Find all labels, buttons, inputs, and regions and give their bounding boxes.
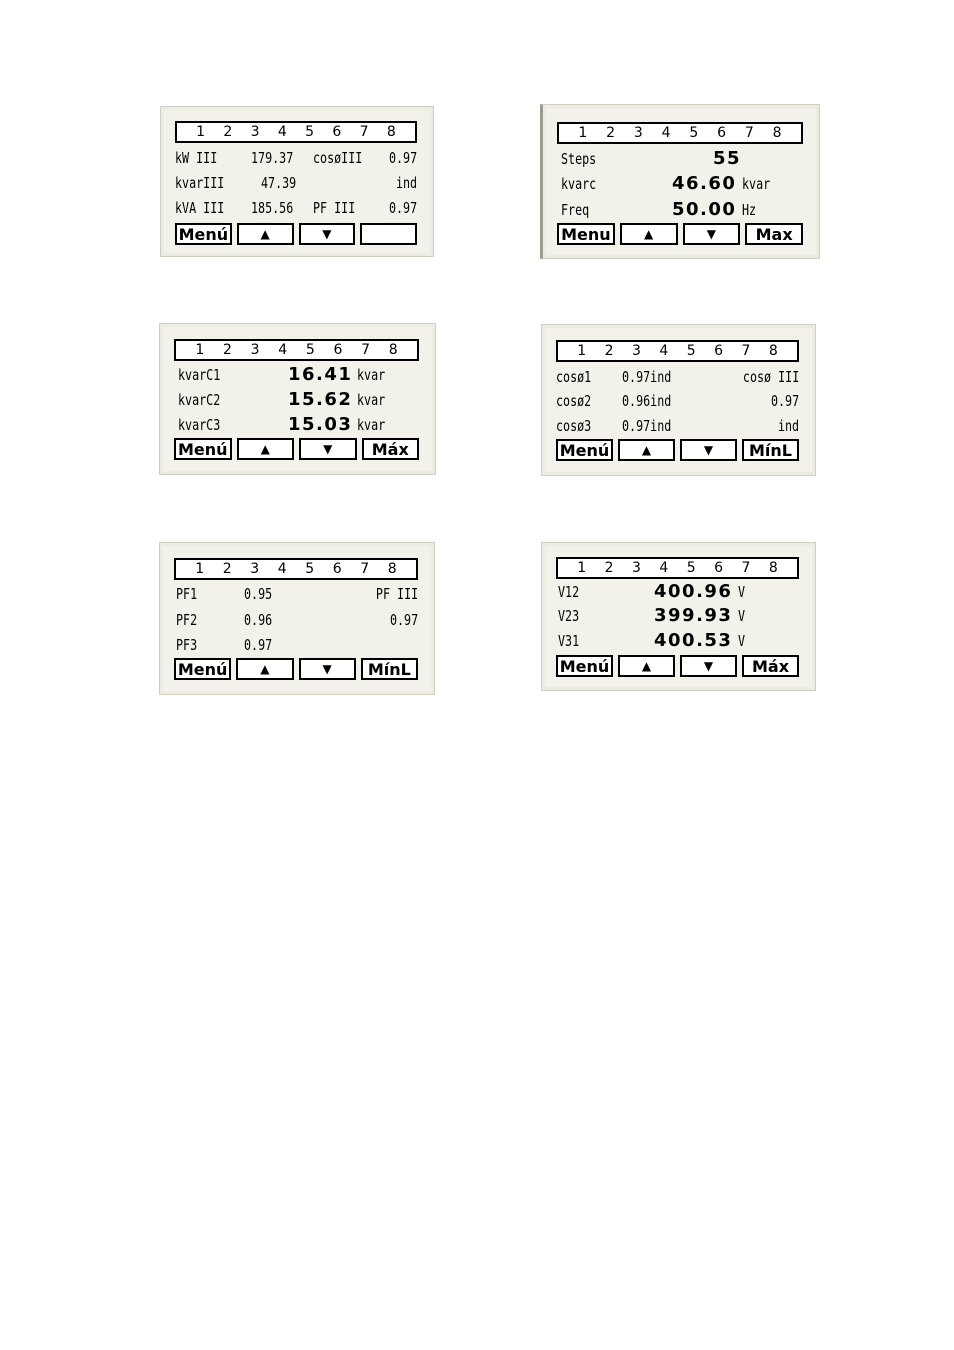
step-1: 1 xyxy=(195,561,205,577)
max-button[interactable]: Máx xyxy=(362,438,420,460)
step-2: 2 xyxy=(604,343,614,359)
step-8: 8 xyxy=(772,125,782,141)
down-button[interactable] xyxy=(683,223,741,245)
reading-row xyxy=(175,147,417,169)
reading-label: kvarC3 xyxy=(178,416,221,434)
reading-value: 0.97ind xyxy=(622,368,672,386)
reading-label: V31 xyxy=(558,632,580,650)
min-l-button[interactable]: MínL xyxy=(742,439,799,461)
reading-row xyxy=(556,581,799,603)
reading-value-secondary: ind xyxy=(777,417,799,435)
step-3: 3 xyxy=(250,342,260,358)
step-4: 4 xyxy=(661,125,671,141)
display-panel-cos-phi xyxy=(541,324,816,476)
reading-label-secondary: cosøIII xyxy=(313,149,363,167)
step-indicator xyxy=(557,122,803,144)
step-6: 6 xyxy=(333,342,343,358)
reading-value: 47.39 xyxy=(261,174,297,192)
reading-row xyxy=(175,197,417,219)
step-8: 8 xyxy=(768,560,778,576)
reading-value-secondary: cosø III xyxy=(742,368,799,386)
display-panel-steps xyxy=(540,104,820,259)
up-arrow-icon: ▲ xyxy=(260,442,270,456)
up-button[interactable] xyxy=(237,438,295,460)
reading-label-secondary: PF III xyxy=(313,199,356,217)
reading-value-secondary: PF III xyxy=(375,585,418,603)
reading-value-secondary: ind xyxy=(395,174,417,192)
reading-label: V12 xyxy=(558,583,580,601)
menu-button[interactable]: Menú xyxy=(174,658,231,680)
step-3: 3 xyxy=(633,125,643,141)
reading-label: cosø3 xyxy=(556,417,592,435)
reading-value: 0.97ind xyxy=(622,417,672,435)
display-panel-power xyxy=(160,106,434,257)
step-2: 2 xyxy=(604,560,614,576)
reading-row xyxy=(175,172,417,194)
step-indicator xyxy=(556,340,799,362)
step-5: 5 xyxy=(689,125,699,141)
step-3: 3 xyxy=(631,560,641,576)
softkey-bar xyxy=(557,223,803,245)
reading-value: 55 xyxy=(713,148,742,169)
step-7: 7 xyxy=(359,124,369,140)
reading-row xyxy=(556,366,799,388)
menu-button[interactable]: Menu xyxy=(557,223,615,245)
reading-label: Freq xyxy=(561,201,590,219)
menu-button[interactable]: Menú xyxy=(175,223,232,245)
step-7: 7 xyxy=(360,561,370,577)
reading-unit: kvar xyxy=(357,391,386,409)
reading-row xyxy=(556,630,799,652)
reading-value: 50.00 xyxy=(672,199,737,220)
reading-label: cosø1 xyxy=(556,368,592,386)
reading-value: 46.60 xyxy=(672,173,737,194)
step-8: 8 xyxy=(768,343,778,359)
reading-unit: kvar xyxy=(357,366,386,384)
step-6: 6 xyxy=(714,560,724,576)
reading-label: PF2 xyxy=(176,611,198,629)
step-1: 1 xyxy=(577,560,587,576)
reading-label: kW III xyxy=(175,149,218,167)
step-indicator xyxy=(174,558,418,580)
reading-value: 399.93 xyxy=(654,605,733,626)
step-1: 1 xyxy=(577,343,587,359)
reading-label: V23 xyxy=(558,607,580,625)
reading-row xyxy=(556,390,799,412)
min-l-button[interactable]: MínL xyxy=(361,658,418,680)
step-6: 6 xyxy=(717,125,727,141)
reading-value: 15.03 xyxy=(288,414,353,435)
down-arrow-icon: ▼ xyxy=(322,662,332,676)
step-4: 4 xyxy=(278,342,288,358)
reading-row xyxy=(557,173,803,195)
step-5: 5 xyxy=(305,342,315,358)
reading-label: kVA III xyxy=(175,199,225,217)
reading-label: PF1 xyxy=(176,585,198,603)
step-7: 7 xyxy=(741,560,751,576)
step-indicator xyxy=(174,339,419,361)
reading-row xyxy=(556,605,799,627)
blank-button[interactable] xyxy=(360,223,417,245)
softkey-bar xyxy=(175,223,417,245)
down-button[interactable] xyxy=(299,438,357,460)
step-4: 4 xyxy=(277,124,287,140)
reading-value: 185.56 xyxy=(251,199,294,217)
reading-row xyxy=(174,634,418,656)
step-4: 4 xyxy=(277,561,287,577)
reading-value: 400.96 xyxy=(654,581,733,602)
reading-value-secondary: 0.97 xyxy=(770,392,799,410)
reading-label: cosø2 xyxy=(556,392,592,410)
down-arrow-icon: ▼ xyxy=(703,659,714,673)
reading-label: kvarc xyxy=(561,175,597,193)
display-panel-power-factor xyxy=(159,542,435,695)
step-1: 1 xyxy=(196,124,206,140)
step-3: 3 xyxy=(250,124,260,140)
down-button[interactable] xyxy=(680,439,737,461)
reading-value: 16.41 xyxy=(288,364,353,385)
reading-label: kvarC2 xyxy=(178,391,221,409)
step-1: 1 xyxy=(195,342,205,358)
step-3: 3 xyxy=(631,343,641,359)
step-2: 2 xyxy=(222,342,232,358)
reading-row xyxy=(174,389,419,411)
step-2: 2 xyxy=(222,561,232,577)
reading-row xyxy=(174,414,419,436)
reading-value-secondary: 0.97 xyxy=(388,199,417,217)
reading-label: Steps xyxy=(561,150,597,168)
softkey-bar xyxy=(556,655,799,677)
step-1: 1 xyxy=(578,125,588,141)
step-3: 3 xyxy=(250,561,260,577)
reading-value: 0.96ind xyxy=(622,392,672,410)
reading-unit: V xyxy=(738,632,746,650)
up-button[interactable] xyxy=(236,658,293,680)
up-button[interactable] xyxy=(620,223,678,245)
reading-row xyxy=(174,609,418,631)
up-button[interactable] xyxy=(618,655,675,677)
reading-unit: V xyxy=(738,607,746,625)
down-arrow-icon: ▼ xyxy=(323,442,333,456)
up-arrow-icon: ▲ xyxy=(644,227,654,241)
reading-value: 179.37 xyxy=(251,149,294,167)
step-8: 8 xyxy=(386,124,396,140)
up-button[interactable] xyxy=(618,439,675,461)
reading-row xyxy=(557,199,803,221)
max-button[interactable]: Max xyxy=(745,223,803,245)
softkey-bar xyxy=(556,439,799,461)
step-5: 5 xyxy=(305,124,315,140)
up-arrow-icon: ▲ xyxy=(641,659,652,673)
step-7: 7 xyxy=(361,342,371,358)
step-7: 7 xyxy=(741,343,751,359)
display-panel-capacitors xyxy=(159,323,436,475)
step-6: 6 xyxy=(332,124,342,140)
reading-value: 0.96 xyxy=(244,611,273,629)
reading-label: kvarC1 xyxy=(178,366,221,384)
reading-row xyxy=(174,583,418,605)
reading-unit: Hz xyxy=(742,201,757,219)
reading-unit: kvar xyxy=(357,416,386,434)
down-button[interactable] xyxy=(299,658,356,680)
menu-button[interactable]: Menú xyxy=(556,439,613,461)
down-arrow-icon: ▼ xyxy=(322,227,332,241)
reading-row xyxy=(557,148,803,170)
reading-value: 400.53 xyxy=(654,630,733,651)
step-5: 5 xyxy=(686,343,696,359)
step-5: 5 xyxy=(686,560,696,576)
reading-row xyxy=(174,364,419,386)
softkey-bar xyxy=(174,438,419,460)
max-button[interactable]: Máx xyxy=(742,655,799,677)
softkey-bar xyxy=(174,658,418,680)
reading-value: 0.95 xyxy=(244,585,273,603)
step-8: 8 xyxy=(387,561,397,577)
up-arrow-icon: ▲ xyxy=(260,227,270,241)
step-4: 4 xyxy=(659,343,669,359)
down-button[interactable] xyxy=(680,655,737,677)
reading-value-secondary: 0.97 xyxy=(389,611,418,629)
reading-label: kvarIII xyxy=(175,174,225,192)
step-8: 8 xyxy=(388,342,398,358)
step-6: 6 xyxy=(332,561,342,577)
down-arrow-icon: ▼ xyxy=(703,443,714,457)
step-5: 5 xyxy=(305,561,315,577)
reading-value: 0.97 xyxy=(244,636,273,654)
down-arrow-icon: ▼ xyxy=(706,227,716,241)
menu-button[interactable]: Menú xyxy=(556,655,613,677)
step-7: 7 xyxy=(744,125,754,141)
up-button[interactable] xyxy=(237,223,294,245)
display-panel-voltage xyxy=(541,542,816,691)
step-4: 4 xyxy=(659,560,669,576)
step-2: 2 xyxy=(606,125,616,141)
reading-unit: V xyxy=(738,583,746,601)
step-2: 2 xyxy=(223,124,233,140)
reading-row xyxy=(556,415,799,437)
menu-button[interactable]: Menú xyxy=(174,438,232,460)
down-button[interactable] xyxy=(299,223,356,245)
reading-unit: kvar xyxy=(742,175,771,193)
step-indicator xyxy=(175,121,417,143)
step-6: 6 xyxy=(714,343,724,359)
reading-label: PF3 xyxy=(176,636,198,654)
up-arrow-icon: ▲ xyxy=(641,443,652,457)
reading-value-secondary: 0.97 xyxy=(388,149,417,167)
reading-value: 15.62 xyxy=(288,389,353,410)
up-arrow-icon: ▲ xyxy=(260,662,270,676)
step-indicator xyxy=(556,557,799,579)
